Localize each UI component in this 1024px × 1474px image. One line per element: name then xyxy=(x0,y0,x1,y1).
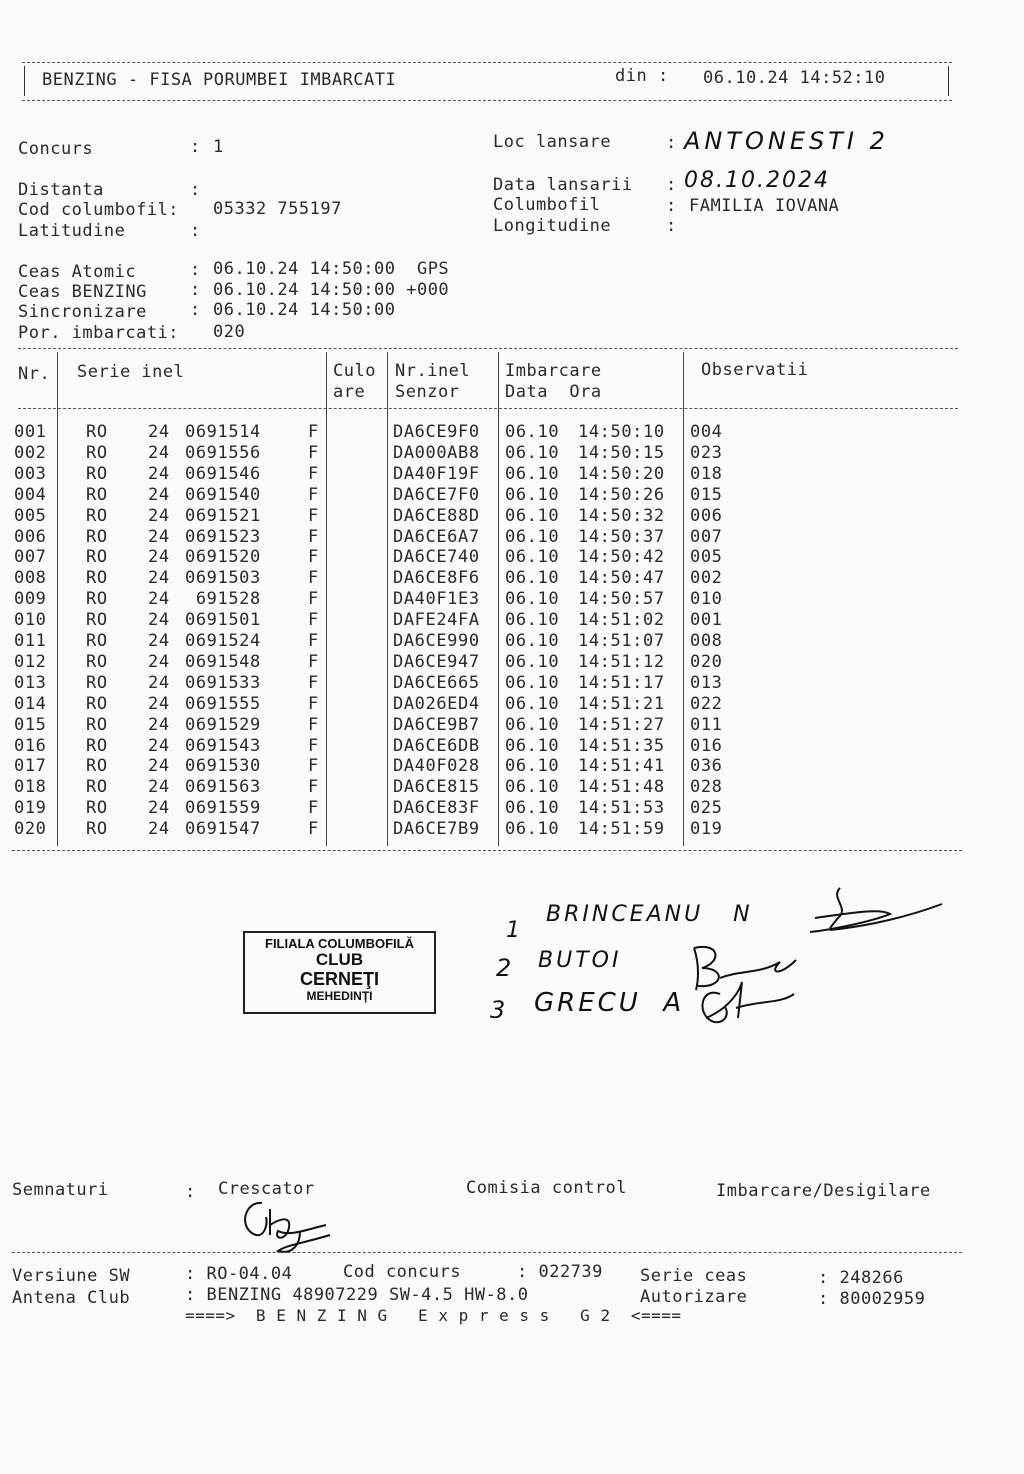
signature-3 xyxy=(703,982,794,1022)
report-title: BENZING - FISA PORUMBEI IMBARCATI xyxy=(42,70,397,90)
row-nr: 005 xyxy=(14,505,47,526)
row-date: 06.10 xyxy=(505,526,560,547)
row-year: 24 xyxy=(148,589,170,610)
row-date: 06.10 xyxy=(505,463,560,484)
row-year: 24 xyxy=(148,756,170,777)
row-obs: 011 xyxy=(690,714,723,735)
row-year: 24 xyxy=(148,819,170,840)
row-ring: 0691547 xyxy=(185,819,261,840)
row-time: 14:50:37 xyxy=(578,526,665,547)
loc-lansare-label: Loc lansare xyxy=(493,132,612,152)
footer-top-border xyxy=(12,1252,962,1253)
row-date: 06.10 xyxy=(505,547,560,568)
row-ring: 0691543 xyxy=(185,735,261,756)
row-obs: 022 xyxy=(690,693,723,714)
row-ring: 0691520 xyxy=(185,547,261,568)
report-date-value: 06.10.24 14:52:10 xyxy=(703,68,886,88)
row-obs: 023 xyxy=(690,442,723,463)
benzing-express-line: ====> B E N Z I N G E x p r e s s G 2 <==== xyxy=(185,1306,682,1325)
row-country: RO xyxy=(86,693,108,714)
row-year: 24 xyxy=(148,568,170,589)
comisia-control-label: Comisia control xyxy=(466,1178,628,1198)
row-time: 14:50:42 xyxy=(578,547,665,568)
concurs-label: Concurs xyxy=(18,139,94,159)
row-time: 14:51:02 xyxy=(578,610,665,631)
row-country: RO xyxy=(86,484,108,505)
ceas-benzing-sep: : xyxy=(190,280,201,300)
row-sensor: DA6CE7B9 xyxy=(393,819,480,840)
row-ring: 0691563 xyxy=(185,777,261,798)
por-imbarcati-value: 020 xyxy=(213,322,246,342)
row-sex: F xyxy=(308,442,319,463)
header-imbarcare-1: Imbarcare xyxy=(505,361,602,381)
row-nr: 002 xyxy=(14,442,47,463)
concurs-sep: : xyxy=(190,137,201,157)
row-sensor: DA6CE815 xyxy=(393,777,480,798)
row-year: 24 xyxy=(148,672,170,693)
loc-lansare-value: ANTONESTI 2 xyxy=(684,127,889,155)
sincronizare-value: 06.10.24 14:50:00 xyxy=(213,300,396,320)
cod-columbofil-label: Cod columbofil: xyxy=(18,200,180,220)
row-nr: 016 xyxy=(14,735,47,756)
distanta-label: Distanta xyxy=(18,180,104,200)
row-year: 24 xyxy=(148,547,170,568)
row-time: 14:50:26 xyxy=(578,484,665,505)
row-time: 14:51:53 xyxy=(578,798,665,819)
row-obs: 001 xyxy=(690,610,723,631)
header-nr: Nr. xyxy=(18,364,51,384)
row-time: 14:51:07 xyxy=(578,631,665,651)
row-country: RO xyxy=(86,505,108,526)
row-time: 14:51:27 xyxy=(578,714,665,735)
header-culoare-1: Culo xyxy=(333,361,376,381)
row-year: 24 xyxy=(148,735,170,756)
row-nr: 020 xyxy=(14,819,47,840)
ceas-benzing-value: 06.10.24 14:50:00 +000 xyxy=(213,280,450,300)
row-sex: F xyxy=(308,589,319,610)
row-sensor: DA6CE88D xyxy=(393,505,480,526)
row-sensor: DA000AB8 xyxy=(393,442,480,463)
versiune-sw-value: : RO-04.04 xyxy=(185,1264,293,1284)
columbofil-value: FAMILIA IOVANA xyxy=(689,196,840,216)
sincronizare-label: Sincronizare xyxy=(18,302,147,322)
crescator-label: Crescator xyxy=(218,1179,315,1199)
row-ring: 0691530 xyxy=(185,756,261,777)
row-time: 14:51:17 xyxy=(578,672,665,693)
row-sex: F xyxy=(308,610,319,631)
row-sex: F xyxy=(308,568,319,589)
antena-club-label: Antena Club xyxy=(12,1288,131,1308)
row-date: 06.10 xyxy=(505,672,560,693)
row-obs: 010 xyxy=(690,589,723,610)
data-lansarii-value: 08.10.2024 xyxy=(684,168,830,193)
row-obs: 018 xyxy=(690,463,723,484)
row-country: RO xyxy=(86,589,108,610)
row-ring: 691528 xyxy=(185,589,261,610)
stamp-line-3: CERNEŢI xyxy=(299,969,379,989)
row-sensor: DA6CE83F xyxy=(393,798,480,819)
distanta-sep: : xyxy=(190,180,201,200)
row-date: 06.10 xyxy=(505,735,560,756)
row-date: 06.10 xyxy=(505,484,560,505)
row-sensor: DA6CE6DB xyxy=(393,735,480,756)
header-imbarcare-2: Data Ora xyxy=(505,382,602,402)
row-ring: 0691548 xyxy=(185,651,261,672)
row-ring: 0691501 xyxy=(185,610,261,631)
row-obs: 008 xyxy=(690,631,723,651)
sincronizare-sep: : xyxy=(190,300,201,320)
serie-ceas-value: : 248266 xyxy=(818,1268,904,1288)
row-year: 24 xyxy=(148,714,170,735)
cod-concurs-value: : 022739 xyxy=(517,1262,603,1282)
row-year: 24 xyxy=(148,610,170,631)
imbarcare-desigilare-label: Imbarcare/Desigilare xyxy=(716,1181,931,1201)
row-country: RO xyxy=(86,798,108,819)
autorizare-label: Autorizare xyxy=(640,1287,748,1307)
row-time: 14:51:12 xyxy=(578,651,665,672)
row-sensor: DA40F1E3 xyxy=(393,589,480,610)
latitudine-label: Latitudine xyxy=(18,221,126,241)
row-year: 24 xyxy=(148,693,170,714)
cod-columbofil-value: 05332 755197 xyxy=(213,199,342,219)
row-year: 24 xyxy=(148,651,170,672)
row-sex: F xyxy=(308,547,319,568)
row-country: RO xyxy=(86,463,108,484)
row-ring: 0691533 xyxy=(185,672,261,693)
row-nr: 003 xyxy=(14,463,47,484)
row-year: 24 xyxy=(148,505,170,526)
row-ring: 0691524 xyxy=(185,631,261,651)
row-ring: 0691523 xyxy=(185,526,261,547)
stamp-line-1: FILIALA COLUMBOFILĂ xyxy=(265,936,414,951)
row-obs: 005 xyxy=(690,547,723,568)
hand-num-2: 2 xyxy=(496,954,512,982)
ceas-benzing-label: Ceas BENZING xyxy=(18,282,147,302)
header-top-border xyxy=(22,62,952,63)
row-time: 14:50:32 xyxy=(578,505,665,526)
data-lansarii-label: Data lansarii xyxy=(493,175,633,195)
row-date: 06.10 xyxy=(505,777,560,798)
row-country: RO xyxy=(86,526,108,547)
row-sensor: DA6CE947 xyxy=(393,651,480,672)
row-ring: 0691546 xyxy=(185,463,261,484)
row-country: RO xyxy=(86,422,108,442)
row-sensor: DA026ED4 xyxy=(393,693,480,714)
row-sex: F xyxy=(308,693,319,714)
ceas-atomic-sep: : xyxy=(190,260,201,280)
row-sensor: DA6CE9F0 xyxy=(393,422,480,442)
data-lansarii-sep: : xyxy=(666,175,677,195)
row-nr: 019 xyxy=(14,798,47,819)
header-bottom-border xyxy=(22,100,952,101)
row-sensor: DA6CE8F6 xyxy=(393,568,480,589)
row-date: 06.10 xyxy=(505,589,560,610)
row-date: 06.10 xyxy=(505,756,560,777)
row-nr: 018 xyxy=(14,777,47,798)
row-country: RO xyxy=(86,714,108,735)
row-sensor: DA6CE990 xyxy=(393,631,480,651)
row-ring: 0691503 xyxy=(185,568,261,589)
row-ring: 0691514 xyxy=(185,422,261,442)
row-nr: 017 xyxy=(14,756,47,777)
row-obs: 004 xyxy=(690,422,723,442)
row-obs: 020 xyxy=(690,651,723,672)
row-sensor: DA6CE740 xyxy=(393,547,480,568)
row-obs: 036 xyxy=(690,756,723,777)
col-divider-imbarcare xyxy=(683,352,684,846)
row-sex: F xyxy=(308,672,319,693)
row-country: RO xyxy=(86,777,108,798)
row-year: 24 xyxy=(148,422,170,442)
versiune-sw-label: Versiune SW xyxy=(12,1266,131,1286)
row-sensor: DAFE24FA xyxy=(393,610,480,631)
row-ring: 0691540 xyxy=(185,484,261,505)
row-sex: F xyxy=(308,505,319,526)
header-serie-inel: Serie inel xyxy=(77,362,185,382)
row-time: 14:51:48 xyxy=(578,777,665,798)
row-date: 06.10 xyxy=(505,568,560,589)
row-ring: 0691555 xyxy=(185,693,261,714)
row-time: 14:51:41 xyxy=(578,756,665,777)
longitudine-sep: : xyxy=(666,216,677,236)
col-divider-serie xyxy=(326,352,327,846)
row-date: 06.10 xyxy=(505,651,560,672)
row-time: 14:50:47 xyxy=(578,568,665,589)
row-year: 24 xyxy=(148,777,170,798)
hand-num-3: 3 xyxy=(490,996,506,1024)
club-stamp xyxy=(243,931,436,1014)
longitudine-label: Longitudine xyxy=(493,216,612,236)
row-year: 24 xyxy=(148,526,170,547)
row-sex: F xyxy=(308,631,319,651)
crescator-signature xyxy=(230,1195,340,1259)
loc-lansare-sep: : xyxy=(666,133,677,153)
row-sex: F xyxy=(308,651,319,672)
row-country: RO xyxy=(86,442,108,463)
row-nr: 013 xyxy=(14,672,47,693)
row-sex: F xyxy=(308,735,319,756)
row-sensor: DA6CE9B7 xyxy=(393,714,480,735)
row-nr: 006 xyxy=(14,526,47,547)
table-top-border xyxy=(18,348,958,349)
row-obs: 025 xyxy=(690,798,723,819)
table-header-bottom-border xyxy=(18,408,958,409)
row-sex: F xyxy=(308,798,319,819)
row-obs: 028 xyxy=(690,777,723,798)
row-sensor: DA6CE7F0 xyxy=(393,484,480,505)
row-country: RO xyxy=(86,756,108,777)
row-nr: 004 xyxy=(14,484,47,505)
row-country: RO xyxy=(86,610,108,631)
ceas-atomic-label: Ceas Atomic xyxy=(18,262,137,282)
row-date: 06.10 xyxy=(505,442,560,463)
latitudine-sep: : xyxy=(190,221,201,241)
signature-1 xyxy=(810,888,942,932)
row-date: 06.10 xyxy=(505,693,560,714)
row-date: 06.10 xyxy=(505,714,560,735)
row-country: RO xyxy=(86,735,108,756)
row-nr: 001 xyxy=(14,422,47,442)
row-time: 14:50:20 xyxy=(578,463,665,484)
header-nrinel-2: Senzor xyxy=(395,382,460,402)
row-obs: 019 xyxy=(690,819,723,840)
row-nr: 008 xyxy=(14,568,47,589)
row-obs: 013 xyxy=(690,672,723,693)
report-date-label: din : xyxy=(615,66,669,86)
row-time: 14:51:59 xyxy=(578,819,665,840)
row-nr: 014 xyxy=(14,693,47,714)
row-time: 14:51:35 xyxy=(578,735,665,756)
semnaturi-label: Semnaturi xyxy=(12,1180,109,1200)
col-divider-culoare xyxy=(387,352,388,846)
row-year: 24 xyxy=(148,463,170,484)
row-date: 06.10 xyxy=(505,610,560,631)
row-country: RO xyxy=(86,631,108,651)
row-sex: F xyxy=(308,422,319,442)
por-imbarcati-label: Por. imbarcati: xyxy=(18,323,180,343)
row-year: 24 xyxy=(148,631,170,651)
serie-ceas-label: Serie ceas xyxy=(640,1266,748,1286)
hand-name-3: GRECU A xyxy=(534,988,685,1018)
row-obs: 006 xyxy=(690,505,723,526)
row-year: 24 xyxy=(148,442,170,463)
row-date: 06.10 xyxy=(505,819,560,840)
row-sex: F xyxy=(308,526,319,547)
row-nr: 009 xyxy=(14,589,47,610)
row-time: 14:50:15 xyxy=(578,442,665,463)
row-nr: 015 xyxy=(14,714,47,735)
header-observatii: Observatii xyxy=(701,360,809,380)
columbofil-label: Columbofil xyxy=(493,195,601,215)
hand-num-1: 1 xyxy=(506,918,520,943)
row-ring: 0691529 xyxy=(185,714,261,735)
row-year: 24 xyxy=(148,798,170,819)
row-sensor: DA6CE6A7 xyxy=(393,526,480,547)
hand-name-2: BUTOI xyxy=(538,948,622,973)
row-nr: 010 xyxy=(14,610,47,631)
row-obs: 007 xyxy=(690,526,723,547)
header-right-border xyxy=(948,66,949,96)
row-country: RO xyxy=(86,651,108,672)
hand-name-1: BRINCEANU N xyxy=(546,902,753,927)
stamp-line-4: MEHEDINŢI xyxy=(306,989,373,1003)
row-obs: 002 xyxy=(690,568,723,589)
row-nr: 011 xyxy=(14,631,47,651)
header-nrinel-1: Nr.inel xyxy=(395,361,471,381)
row-sensor: DA6CE665 xyxy=(393,672,480,693)
row-country: RO xyxy=(86,672,108,693)
row-date: 06.10 xyxy=(505,631,560,651)
row-nr: 012 xyxy=(14,651,47,672)
row-ring: 0691559 xyxy=(185,798,261,819)
concurs-value: 1 xyxy=(213,137,224,157)
row-sex: F xyxy=(308,777,319,798)
row-date: 06.10 xyxy=(505,422,560,442)
row-date: 06.10 xyxy=(505,505,560,526)
row-sex: F xyxy=(308,714,319,735)
row-sensor: DA40F028 xyxy=(393,756,480,777)
row-sensor: DA40F19F xyxy=(393,463,480,484)
row-sex: F xyxy=(308,463,319,484)
header-left-border xyxy=(24,66,25,96)
row-sex: F xyxy=(308,819,319,840)
row-country: RO xyxy=(86,568,108,589)
semnaturi-sep: : xyxy=(185,1182,196,1202)
row-date: 06.10 xyxy=(505,798,560,819)
row-nr: 007 xyxy=(14,547,47,568)
row-obs: 015 xyxy=(690,484,723,505)
col-divider-nr xyxy=(57,352,58,846)
commission-signatures xyxy=(680,878,960,1038)
ceas-atomic-value: 06.10.24 14:50:00 GPS xyxy=(213,259,450,279)
row-ring: 0691521 xyxy=(185,505,261,526)
signature-2 xyxy=(694,947,796,990)
row-country: RO xyxy=(86,547,108,568)
stamp-line-2: CLUB xyxy=(315,950,364,969)
row-sex: F xyxy=(308,756,319,777)
row-country: RO xyxy=(86,819,108,840)
row-sex: F xyxy=(308,484,319,505)
row-time: 14:50:57 xyxy=(578,589,665,610)
autorizare-value: : 80002959 xyxy=(818,1289,926,1309)
columbofil-sep: : xyxy=(666,196,677,216)
row-year: 24 xyxy=(148,484,170,505)
row-ring: 0691556 xyxy=(185,442,261,463)
table-bottom-border xyxy=(12,850,962,851)
cod-concurs-label: Cod concurs xyxy=(343,1262,462,1282)
antena-club-value: : BENZING 48907229 SW-4.5 HW-8.0 xyxy=(185,1285,529,1305)
header-culoare-2: are xyxy=(333,382,366,402)
col-divider-senzor xyxy=(498,352,499,846)
row-time: 14:50:10 xyxy=(578,422,665,442)
row-obs: 016 xyxy=(690,735,723,756)
row-time: 14:51:21 xyxy=(578,693,665,714)
